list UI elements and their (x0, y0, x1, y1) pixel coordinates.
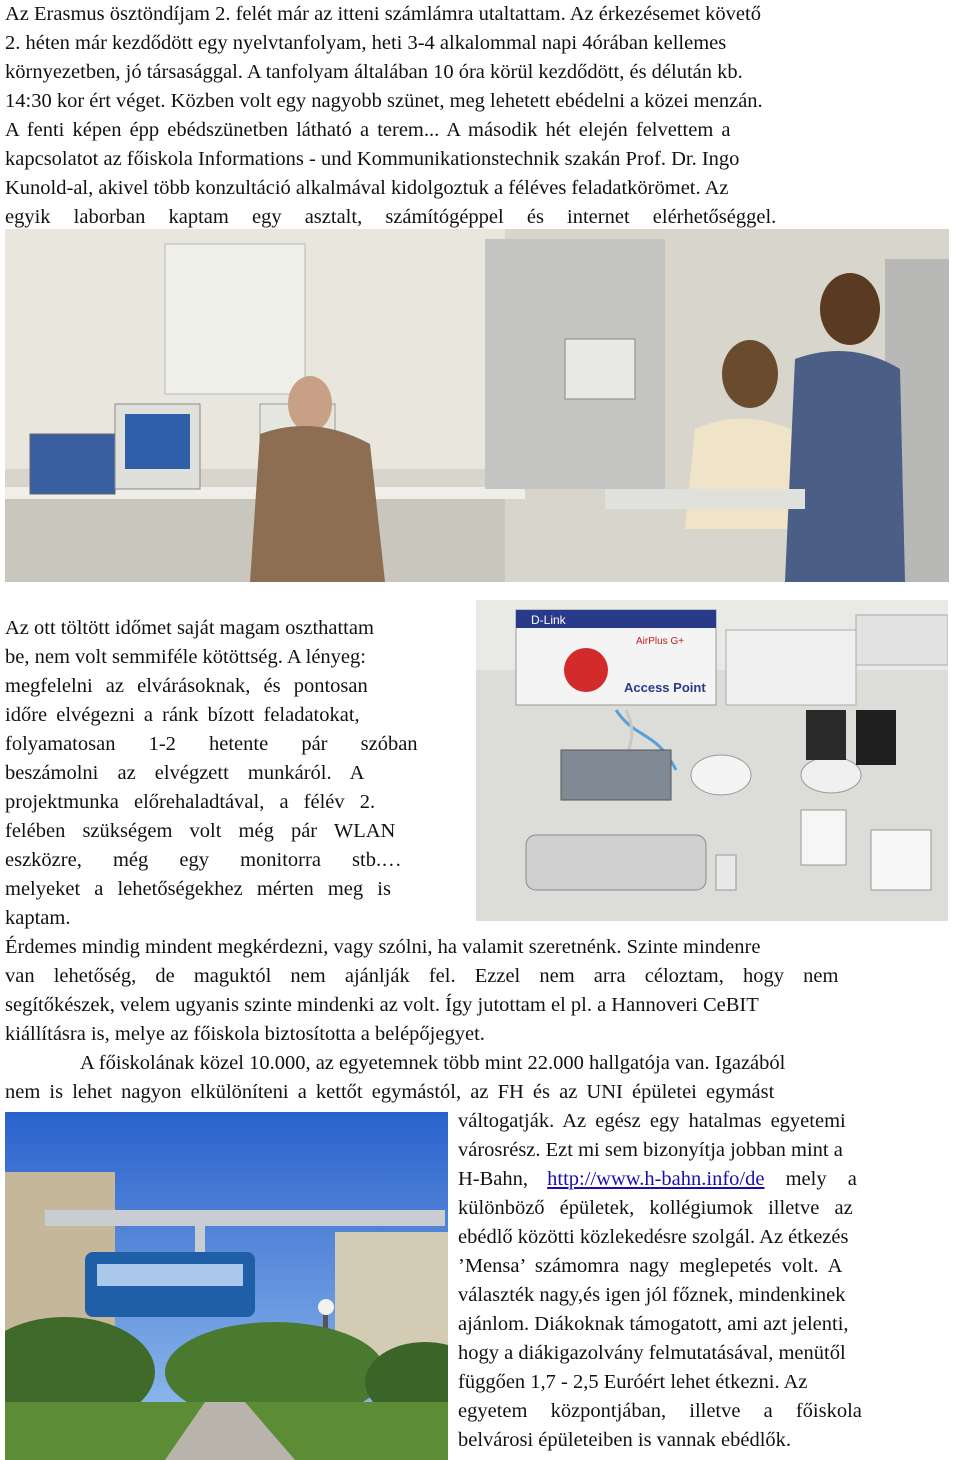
lab-photo (5, 229, 949, 582)
text-line: városrész. Ezt mi sem bizonyítja jobban mint a (458, 1139, 843, 1161)
text-line: projektmunka előrehaladtával, a félév 2. (5, 791, 376, 813)
text-line: Az Erasmus ösztöndíjam 2. felét már az itteni számlámra utaltattam. Az érkezésemet követő (5, 3, 761, 25)
text-line: melyeket a lehetőségekhez mérten meg is (5, 878, 391, 900)
text-line: ajánlom. Diákoknak támogatott, ami azt jelenti, (458, 1313, 849, 1335)
h-bahn-link[interactable]: http://www.h-bahn.info/de (547, 1168, 765, 1190)
text-line: ebédlő közötti közlekedésre szolgál. Az étkezés (458, 1226, 849, 1248)
text-line: választék nagy,és igen jól főznek, mindenkinek (458, 1284, 846, 1306)
text-line: van lehetőség, de maguktól nem ajánlják fel. Ezzel nem arra céloztam, hogy nem (5, 965, 839, 987)
text-line: eszközre, még egy monitorra stb.… (5, 849, 402, 871)
box-brand-label: D-Link (531, 613, 566, 627)
text-line: Kunold-al, akivel több konzultáció alkalmával kidolgoztuk a féléves feladatkörömet. Az (5, 177, 729, 199)
text-line: folyamatosan 1-2 hetente pár szóban (5, 733, 418, 755)
text-line: kaptam. (5, 907, 71, 929)
text-line: H-Bahn, http://www.h-bahn.info/de mely a (458, 1168, 857, 1190)
text-line: kapcsolatot az főiskola Informations - und Kommunikationstechnik szakán Prof. Dr. Ingo (5, 148, 740, 170)
h-bahn-photo (5, 1112, 448, 1460)
text-line: nem is lehet nagyon elkülöníteni a kettőt egymástól, az FH és az UNI épületei egymást (5, 1081, 775, 1103)
text-line: belvárosi épületeiben is vannak ebédlők. (458, 1429, 792, 1451)
text-line: egyetem központjában, illetve a főiskola (458, 1400, 862, 1422)
text-line: beszámolni az elvégzett munkáról. A (5, 762, 365, 784)
text-line: egyik laborban kaptam egy asztalt, számítógéppel és internet elérhetőséggel. (5, 206, 777, 228)
text-line: felében szükségem volt még pár WLAN (5, 820, 396, 842)
text-line: kiállításra is, melye az főiskola biztosította a belépőjegyet. (5, 1023, 485, 1045)
text-line: ’Mensa’ számomra nagy meglepetés volt. A (458, 1255, 843, 1277)
text-line: váltogatják. Az egész egy hatalmas egyetemi (458, 1110, 846, 1132)
text-line: segítőkészek, velem ugyanis szinte mindenki az volt. Így jutottam el pl. a Hannoveri CeBIT (5, 994, 759, 1016)
text-line: megfelelni az elvárásoknak, és pontosan (5, 675, 368, 697)
text-line: A fenti képen épp ebédszünetben látható a terem... A második hét elején felvettem a (5, 119, 731, 141)
text-line: 14:30 kor ért véget. Közben volt egy nagyobb szünet, meg lehetett ebédelni a közei menzán. (5, 90, 763, 112)
text-line: függően 1,7 - 2,5 Euróért lehet étkezni. Az (458, 1371, 808, 1393)
text-line: A főiskolának közel 10.000, az egyetemnek több mint 22.000 hallgatója van. Igazából (80, 1052, 786, 1074)
text-line: Az ott töltött időmet saját magam oszthattam (5, 617, 374, 639)
text-line: 2. héten már kezdődött egy nyelvtanfolyam, heti 3-4 alkalommal napi 4órában kellemes (5, 32, 727, 54)
text-line: be, nem volt semmiféle kötöttség. A lényeg: (5, 646, 366, 668)
text-line: hogy a diákigazolvány felmutatásával, menütől (458, 1342, 846, 1364)
text-line: különböző épületek, kollégiumok illetve az (458, 1197, 853, 1219)
text-line: Érdemes mindig mindent megkérdezni, vagy szólni, ha valamit szeretnénk. Szinte mindenre (5, 936, 761, 958)
text-line: időre elvégezni a ránk bízott feladatokat, (5, 704, 360, 726)
box-product-label: Access Point (624, 680, 706, 695)
box-series-label: AirPlus G+ (636, 636, 685, 647)
text-line: környezetben, jó társasággal. A tanfolyam általában 10 óra körül kezdődött, és délután kb. (5, 61, 743, 83)
wlan-devices-photo (476, 600, 948, 921)
